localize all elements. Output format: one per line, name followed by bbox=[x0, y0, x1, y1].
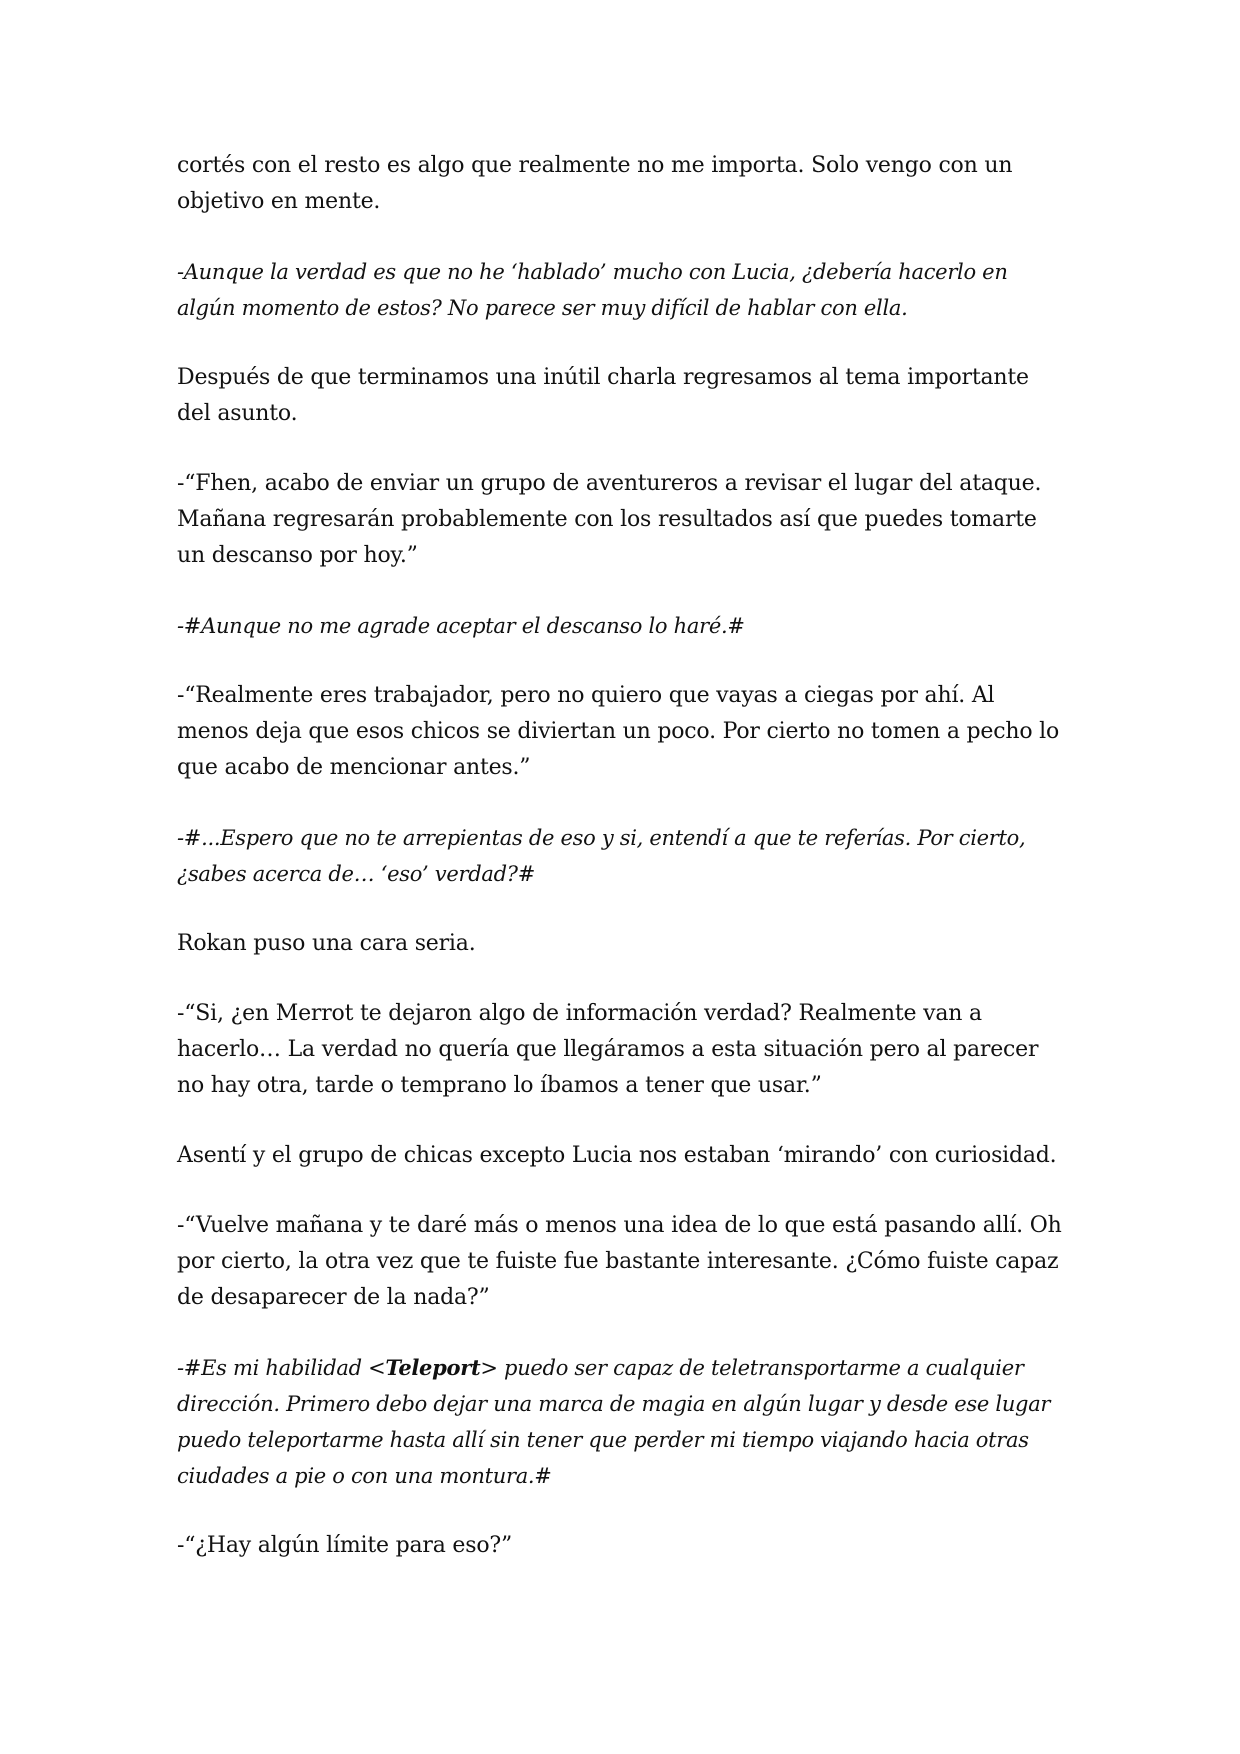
paragraph-8: Rokan puso una cara seria. bbox=[177, 931, 476, 956]
paragraph-1: cortés con el resto es algo que realmente no me importa. Solo vengo con un objetivo en mente. bbox=[177, 153, 1013, 214]
paragraph-3: Después de que terminamos una inútil charla regresamos al tema importante del asunto. bbox=[177, 365, 1029, 426]
paragraph-5: -#Aunque no me agrade aceptar el descanso lo haré.# bbox=[177, 614, 745, 638]
paragraph-13: -“¿Hay algún límite para eso?” bbox=[177, 1533, 513, 1558]
teleport-text-after: > puedo ser capaz de teletransportarme a cualquier dirección. Primero debo dejar una marca de magia en algún lugar y desde ese lugar puedo teleportarme hasta allí sin tener que perder mi tiempo viajando hacia otras ciudades a pie o con una montura.# bbox=[177, 1356, 1051, 1488]
paragraph-6: -“Realmente eres trabajador, pero no quiero que vayas a ciegas por ahí. Al menos deja que esos chicos se diviertan un poco. Por cierto no tomen a pecho lo que acabo de mencionar antes.” bbox=[177, 683, 1060, 780]
paragraph-9: -“Si, ¿en Merrot te dejaron algo de información verdad? Realmente van a hacerlo… La verdad no quería que llegáramos a esta situación pero al parecer no hay otra, tarde o temprano lo íbamos a tener que usar.” bbox=[177, 1001, 1039, 1098]
paragraph-11: -“Vuelve mañana y te daré más o menos una idea de lo que está pasando allí. Oh por cierto, la otra vez que te fuiste fue bastante interesante. ¿Cómo fuiste capaz de desaparecer de la nada?” bbox=[177, 1213, 1062, 1310]
teleport-skill-name: Teleport bbox=[385, 1355, 481, 1380]
paragraph-2: -Aunque la verdad es que no he ‘hablado’ mucho con Lucia, ¿debería hacerlo en algún momento de estos? No parece ser muy difícil de hablar con ella. bbox=[177, 260, 1008, 320]
paragraph-10: Asentí y el grupo de chicas excepto Lucia nos estaban ‘mirando’ con curiosidad. bbox=[177, 1143, 1057, 1168]
paragraph-4: -“Fhen, acabo de enviar un grupo de aventureros a revisar el lugar del ataque. Mañana regresarán probablemente con los resultados así que puedes tomarte un descanso por hoy.” bbox=[177, 471, 1042, 568]
paragraph-12-teleport bbox=[177, 1350, 1067, 1494]
document-page bbox=[177, 148, 1067, 1598]
teleport-text-before: -#Es mi habilidad < bbox=[177, 1356, 386, 1380]
paragraph-7: -#...Espero que no te arrepientas de eso y si, entendí a que te referías. Por cierto, ¿sabes acerca de… ‘eso’ verdad?# bbox=[177, 826, 1026, 886]
